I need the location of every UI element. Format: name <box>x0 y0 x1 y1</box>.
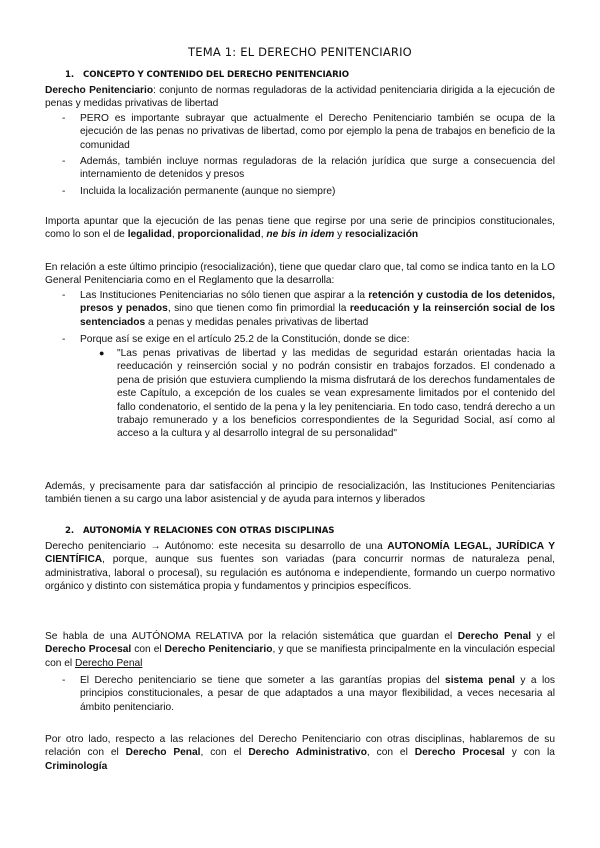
principles-paragraph <box>45 215 555 242</box>
punctuation: , <box>260 229 267 241</box>
list-item <box>62 155 555 182</box>
list-item-text: PERO es importante subrayar que actualmente el Derecho Penitenciario también se ocupa de la ejecución de las penas no privativas de libertad, como por ejemplo la pena de trabajos en beneficio de la comunidad <box>80 113 555 151</box>
list-item-text: El Derecho penitenciario se tiene que someter a las garantías propias del <box>80 675 446 686</box>
list-item <box>62 289 555 329</box>
bullet-marker: ● <box>99 348 105 358</box>
definition-paragraph <box>45 84 555 111</box>
principle-legalidad: legalidad <box>127 229 172 241</box>
section-1-heading <box>65 70 349 80</box>
bold-phrase: Derecho Administrativo <box>248 747 367 759</box>
def-text: : conjunto de normas reguladoras de la actividad penitenciaria dirigida a la ejecución de penas y medidas privativas de libertad <box>45 85 555 110</box>
punctuation: , <box>171 229 178 241</box>
paragraph-text: , porque, aunque sus fuentes son variadas (para concurrir normas de naturaleza penal, administrativa, laboral o procesal), su regulación es autónoma e independiente, formando un cuerpo normativo orgánico y distinto con sistemática propia y fundamentos y principios específicos. <box>45 554 555 593</box>
underlined-phrase: Derecho Penal <box>75 657 143 669</box>
list-item-text: a penas y medidas penales privativas de libertad <box>145 316 369 328</box>
paragraph-text: Se habla de una AUTÓNOMA RELATIVA por la relación sistemática que guardan el <box>45 631 458 642</box>
list-item-text: Porque así se exige en el artículo 25.2 de la Constitución, donde se dice: <box>80 334 410 345</box>
bold-phrase: reeducación y la reinserción social de los sentenciados <box>80 303 555 328</box>
bold-phrase: retención y custodia de los detenidos, presos y penados <box>80 290 555 315</box>
dash-marker: - <box>62 156 66 167</box>
paragraph-text: Derecho penitenciario → Autónomo: este necesita su desarrollo de una <box>45 541 388 552</box>
assistance-paragraph: Además, y precisamente para dar satisfacción al principio de resocialización, las Instituciones Penitenciarias también tienen a su cargo una labor asistencial y de ayuda para internos y liberados <box>45 481 555 506</box>
paragraph-text: , y que se manifiesta principalmente en la vinculación especial con el <box>45 644 555 669</box>
bold-phrase: Criminología <box>45 760 108 772</box>
autonomy-paragraph <box>45 540 555 594</box>
dash-marker: - <box>62 290 66 301</box>
dash-marker: - <box>62 186 66 197</box>
list-item-text: Las Instituciones Penitenciarias no sólo tienen que aspirar a la <box>80 290 369 301</box>
constitution-quote <box>99 347 555 441</box>
bold-phrase: Derecho Penitenciario <box>164 644 273 656</box>
list-item <box>62 333 555 346</box>
paragraph-text: con el <box>131 644 165 656</box>
list-item-text: , sino que tienen como fin primordial la <box>167 303 350 315</box>
page-title: TEMA 1: EL DERECHO PENITENCIARIO <box>188 45 412 59</box>
bold-phrase: Derecho Procesal <box>45 644 132 656</box>
bold-phrase: Derecho Penal <box>125 747 201 759</box>
dash-marker: - <box>62 113 66 124</box>
list-item <box>62 185 555 198</box>
bold-phrase: AUTONOMÍA LEGAL, JURÍDICA Y CIENTÍFICA <box>45 541 555 566</box>
section-number: 1. <box>65 70 75 80</box>
bold-phrase: Derecho Penal <box>457 631 532 642</box>
paragraph-text: y con la <box>504 747 555 759</box>
list-item <box>62 112 555 152</box>
principle-ne-bis-in-idem: ne bis in idem <box>266 229 335 241</box>
dash-marker: - <box>62 675 66 686</box>
quote-text: "Las penas privativas de libertad y las medidas de seguridad estarán orientadas hacia la reeducación y reinserción social y no podrán consistir en trabajos forzados. El condenado a pena de prisión que estuviera cumpliendo la misma disfrutará de los derechos fundamentales de este Capítulo, a excepción de los cuales se vean expresamente limitados por el contenido del fallo condenatorio, el sentido de la pena y la ley penitenciaria. En todo caso, tendrá derecho a un trabajo remunerado y a los beneficios correspondientes de la Seguridad Social, así como al acceso a la cultura y al desarrollo integral de su personalidad" <box>117 348 555 440</box>
list-item-text: Además, también incluye normas reguladoras de la relación jurídica que surge a consecuencia del internamiento de detenidos y presos <box>80 156 555 181</box>
resocialization-paragraph: En relación a este último principio (resocialización), tiene que quedar claro que, tal como se indica tanto en la LO General Penitenciaria como en el Reglamento que la desarrolla: <box>45 262 555 287</box>
relations-paragraph <box>45 733 555 773</box>
section-number: 2. <box>65 526 75 536</box>
bold-phrase: sistema penal <box>445 675 515 686</box>
dash-marker: - <box>62 334 66 345</box>
list-item-text: Incluida la localización permanente (aunque no siempre) <box>80 186 336 197</box>
bold-phrase: Derecho Procesal <box>414 747 505 759</box>
section-title: AUTONOMÍA Y RELACIONES CON OTRAS DISCIPLINAS <box>83 526 335 536</box>
principle-resocializacion: resocialización <box>345 229 419 241</box>
paragraph-text: y el <box>531 631 555 642</box>
paragraph-text: Importa apuntar que la ejecución de las penas tiene que regirse por una serie de principios constitucionales, como lo son el de <box>45 216 555 241</box>
list-item <box>62 674 555 714</box>
relative-autonomy-paragraph <box>45 630 555 670</box>
punctuation: y <box>334 229 346 241</box>
paragraph-text: , con el <box>366 747 415 759</box>
section-title: CONCEPTO Y CONTENIDO DEL DERECHO PENITENCIARIO <box>83 70 349 80</box>
paragraph-text: Por otro lado, respecto a las relaciones del Derecho Penitenciario con otras disciplinas, hablaremos de su relación con el <box>45 734 555 759</box>
def-term: Derecho Penitenciario <box>45 85 154 96</box>
section-2-heading <box>65 526 334 536</box>
list-item-text: y a los principios constitucionales, a pesar de que adaptados a una mayor flexibilidad, a veces necesaria al ámbito penitenciario. <box>80 675 555 713</box>
paragraph-text: , con el <box>200 747 249 759</box>
principle-proporcionalidad: proporcionalidad <box>177 229 261 241</box>
